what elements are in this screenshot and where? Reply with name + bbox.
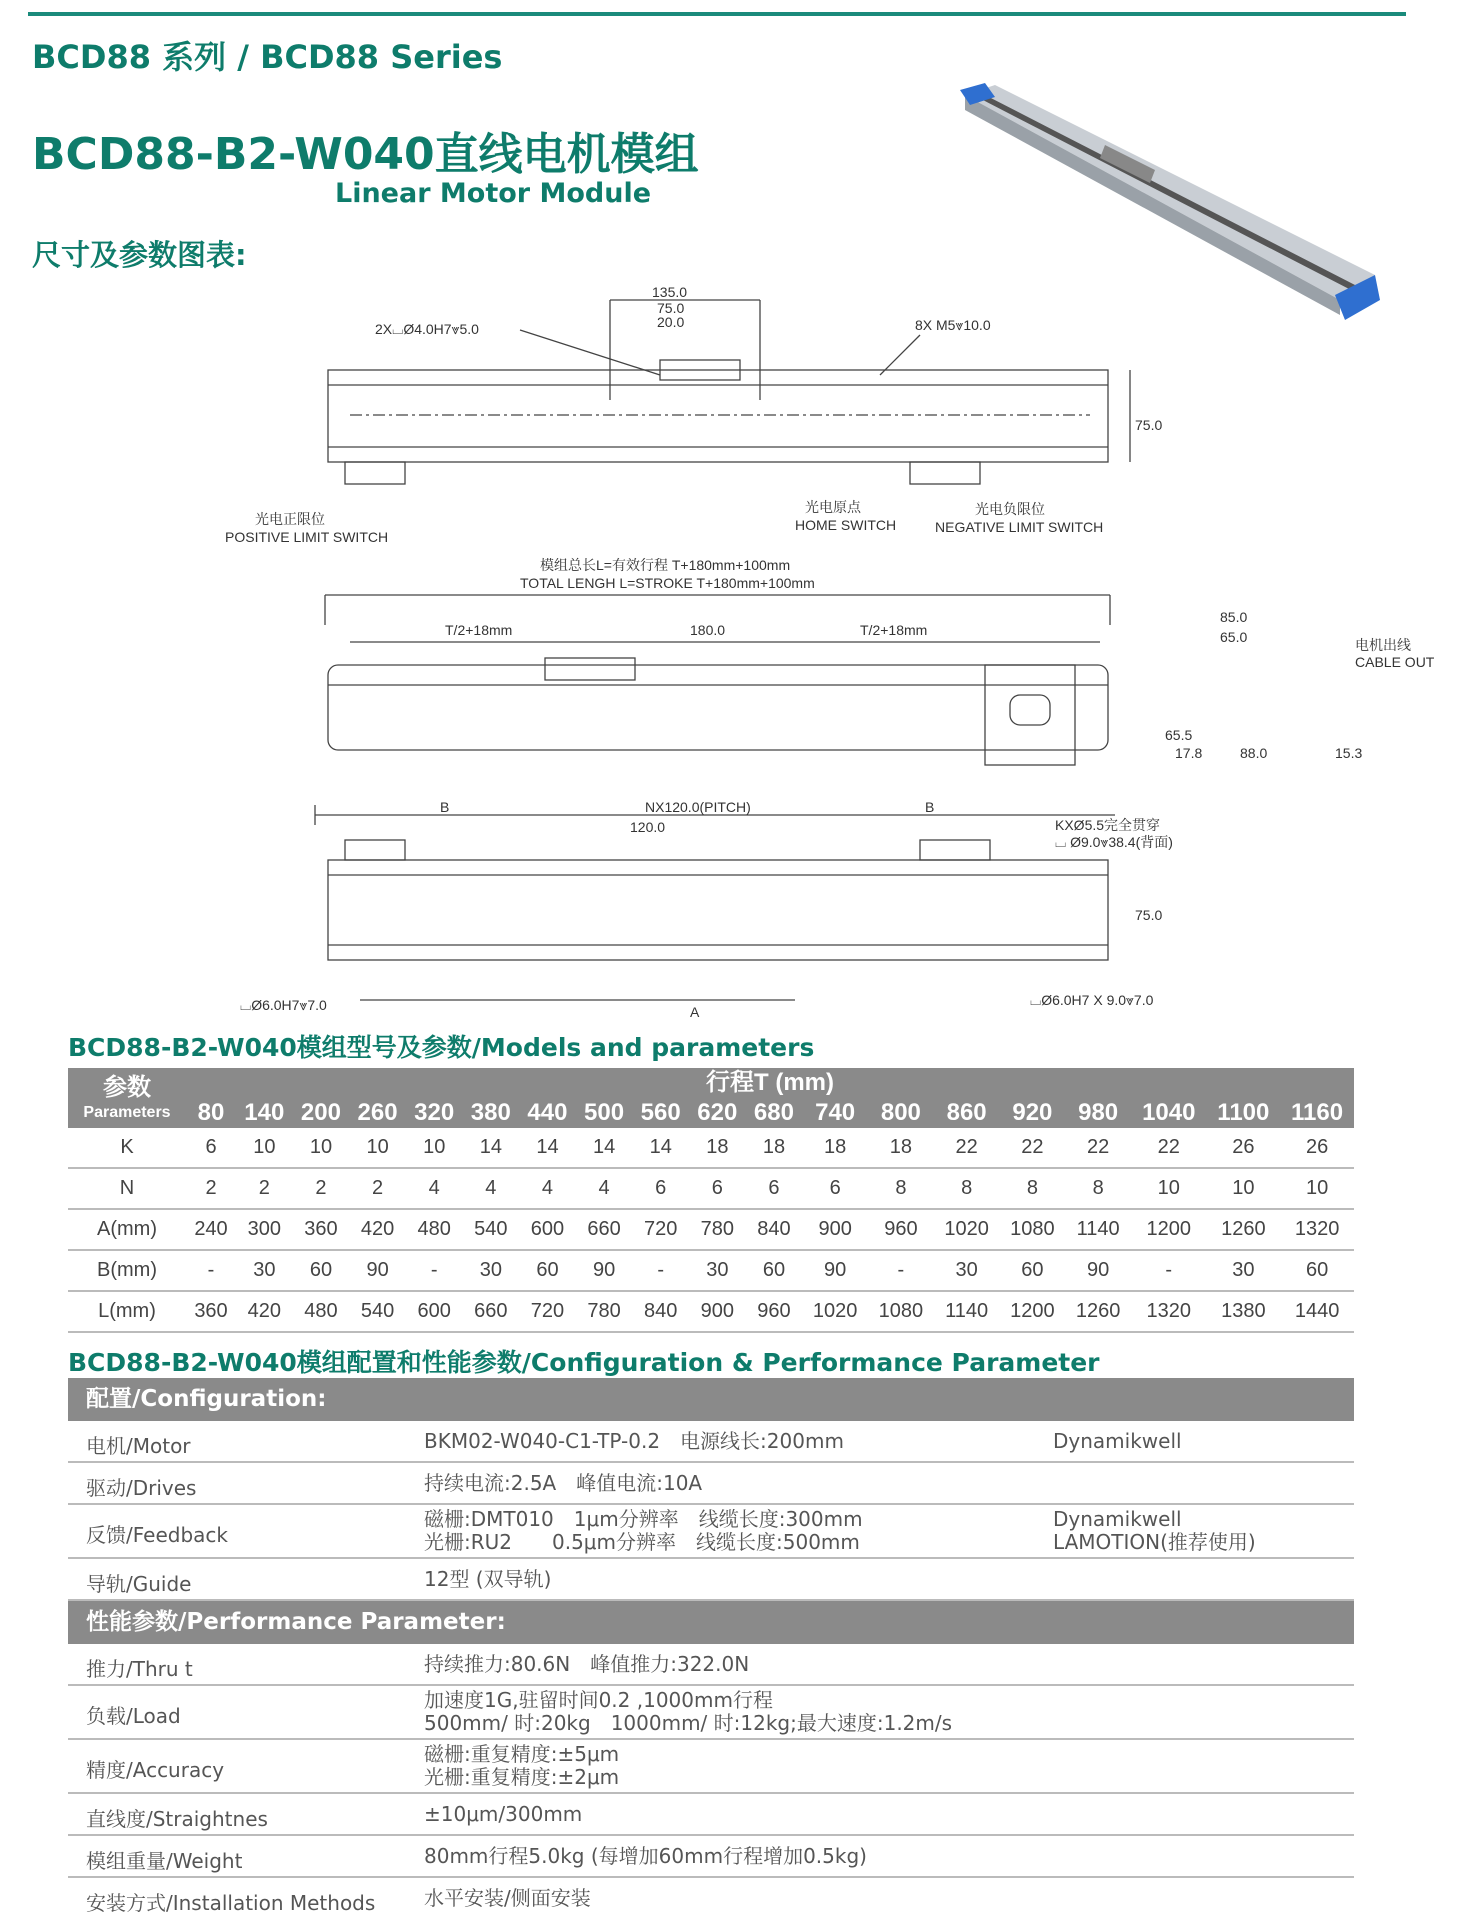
table-cell: 18	[802, 1128, 868, 1168]
table-cell: 4	[576, 1168, 633, 1209]
table-cell: 540	[349, 1291, 406, 1332]
table-cell: 1440	[1280, 1291, 1354, 1332]
svg-text:POSITIVE LIMIT SWITCH: POSITIVE LIMIT SWITCH	[225, 529, 389, 545]
table-cell: 90	[802, 1250, 868, 1291]
table-cell: 840	[632, 1291, 689, 1332]
table-cell: 18	[689, 1128, 746, 1168]
param-header: 参数 Parameters	[68, 1068, 186, 1128]
table-cell: 2	[293, 1168, 350, 1209]
table-cell: 600	[519, 1209, 576, 1250]
stroke-value: 140	[236, 1098, 293, 1128]
table-cell: 18	[746, 1128, 803, 1168]
svg-text:⌴ Ø9.0⩔38.4(背面): ⌴ Ø9.0⩔38.4(背面)	[1055, 834, 1173, 850]
table-cell: 10	[406, 1128, 463, 1168]
table-cell: 4	[519, 1168, 576, 1209]
table-cell: 780	[576, 1291, 633, 1332]
stroke-value: 1040	[1131, 1098, 1207, 1128]
stroke-value: 440	[519, 1098, 576, 1128]
table-cell: 14	[463, 1128, 520, 1168]
table-cell: 30	[1207, 1250, 1281, 1291]
table-cell: -	[1131, 1250, 1207, 1291]
stroke-value: 800	[868, 1098, 934, 1128]
table-row	[68, 1421, 1354, 1463]
table-cell: 60	[293, 1250, 350, 1291]
row-label: 导轨/Guide	[86, 1572, 192, 1596]
table-cell: 960	[746, 1291, 803, 1332]
svg-text:光电正限位: 光电正限位	[255, 511, 325, 527]
table-cell: 6	[632, 1168, 689, 1209]
svg-text:光电原点: 光电原点	[805, 499, 861, 515]
table-cell: 30	[934, 1250, 1000, 1291]
row-label: A(mm)	[68, 1209, 186, 1250]
row-value: 80mm行程5.0kg (每增加60mm行程增加0.5kg)	[424, 1844, 867, 1868]
stroke-values-row	[68, 1098, 1354, 1128]
svg-text:模组总长L=有效行程 T+180mm+100mm: 模组总长L=有效行程 T+180mm+100mm	[540, 557, 791, 573]
table-cell: 720	[519, 1291, 576, 1332]
stroke-value: 920	[1000, 1098, 1066, 1128]
table-cell: 1140	[1065, 1209, 1131, 1250]
table-cell: 720	[632, 1209, 689, 1250]
table-cell: 10	[293, 1128, 350, 1168]
models-section-title: BCD88-B2-W040模组型号及参数/Models and parameters	[68, 1033, 815, 1062]
table-cell: 480	[293, 1291, 350, 1332]
svg-text:T/2+18mm: T/2+18mm	[445, 622, 513, 638]
stroke-value: 740	[802, 1098, 868, 1128]
table-cell: 1080	[868, 1291, 934, 1332]
table-cell: 1020	[934, 1209, 1000, 1250]
table-row	[68, 1505, 1354, 1559]
svg-text:75.0: 75.0	[657, 300, 685, 316]
page-title: BCD88-B2-W040直线电机模组	[32, 129, 699, 180]
table-cell: 18	[868, 1128, 934, 1168]
table-cell: 60	[1280, 1250, 1354, 1291]
config-section-title: BCD88-B2-W040模组配置和性能参数/Configuration & Performance Parameter	[68, 1348, 1100, 1377]
table-cell: 10	[349, 1128, 406, 1168]
table-cell: 900	[802, 1209, 868, 1250]
table-row	[68, 1794, 1354, 1836]
table-cell: 8	[868, 1168, 934, 1209]
table-cell: 60	[746, 1250, 803, 1291]
table-cell: 240	[186, 1209, 236, 1250]
stroke-value: 1100	[1207, 1098, 1281, 1128]
row-label: 模组重量/Weight	[86, 1849, 243, 1873]
table-cell: 14	[576, 1128, 633, 1168]
table-cell: 30	[689, 1250, 746, 1291]
stroke-value: 260	[349, 1098, 406, 1128]
config-band: 配置/Configuration:	[68, 1378, 1354, 1421]
models-body	[68, 1128, 1354, 1332]
row-brand: Dynamikwell	[1053, 1507, 1182, 1531]
table-row	[68, 1644, 1354, 1686]
svg-text:65.0: 65.0	[1220, 629, 1248, 645]
table-row	[68, 1559, 1354, 1601]
table-row	[68, 1168, 1354, 1209]
table-cell: 1380	[1207, 1291, 1281, 1332]
table-cell: 1260	[1065, 1291, 1131, 1332]
row-value: 磁栅:重复精度:±5μm	[424, 1742, 620, 1766]
row-label: 负载/Load	[86, 1704, 181, 1728]
table-row	[68, 1878, 1354, 1918]
table-cell: 1020	[802, 1291, 868, 1332]
svg-text:75.0: 75.0	[1135, 907, 1163, 923]
row-value: 500mm/ 时:20kg 1000mm/ 时:12kg;最大速度:1.2m/s	[424, 1711, 953, 1735]
table-cell: 90	[349, 1250, 406, 1291]
table-cell: 22	[1065, 1128, 1131, 1168]
table-cell: 840	[746, 1209, 803, 1250]
row-label: K	[68, 1128, 186, 1168]
table-cell: 1260	[1207, 1209, 1281, 1250]
table-cell: 26	[1207, 1128, 1281, 1168]
table-cell: 10	[236, 1128, 293, 1168]
svg-text:CABLE OUT: CABLE OUT	[1355, 654, 1435, 670]
series-heading: BCD88 系列 / BCD88 Series	[32, 38, 503, 76]
table-cell: 90	[1065, 1250, 1131, 1291]
svg-text:NEGATIVE LIMIT SWITCH: NEGATIVE LIMIT SWITCH	[935, 519, 1104, 535]
table-row	[68, 1740, 1354, 1794]
row-value: BKM02-W040-C1-TP-0.2 电源线长:200mm	[424, 1429, 844, 1453]
row-label: 精度/Accuracy	[86, 1758, 225, 1782]
table-cell: 900	[689, 1291, 746, 1332]
svg-text:2X⌴Ø4.0H7⩔5.0: 2X⌴Ø4.0H7⩔5.0	[375, 321, 479, 337]
stroke-value: 980	[1065, 1098, 1131, 1128]
table-cell: 30	[236, 1250, 293, 1291]
svg-text:光电负限位: 光电负限位	[975, 501, 1045, 517]
row-value: 磁栅:DMT010 1μm分辨率 线缆长度:300mm	[424, 1507, 863, 1531]
row-value: 水平安装/侧面安装	[424, 1886, 591, 1910]
table-cell: 10	[1131, 1168, 1207, 1209]
row-label: 电机/Motor	[86, 1434, 191, 1458]
stroke-value: 1160	[1280, 1098, 1354, 1128]
table-row	[68, 1686, 1354, 1740]
table-cell: 1200	[1000, 1291, 1066, 1332]
row-brand: LAMOTION(推荐使用)	[1053, 1530, 1256, 1554]
row-value: 持续推力:80.6N 峰值推力:322.0N	[424, 1652, 750, 1676]
row-label: 反馈/Feedback	[86, 1523, 228, 1547]
table-cell: 1320	[1280, 1209, 1354, 1250]
table-cell: 1140	[934, 1291, 1000, 1332]
table-cell: 10	[1207, 1168, 1281, 1209]
table-cell: 1200	[1131, 1209, 1207, 1250]
table-cell: 1080	[1000, 1209, 1066, 1250]
row-label: L(mm)	[68, 1291, 186, 1332]
svg-text:T/2+18mm: T/2+18mm	[860, 622, 928, 638]
table-cell: 14	[519, 1128, 576, 1168]
table-row	[68, 1128, 1354, 1168]
table-cell: -	[868, 1250, 934, 1291]
table-cell: 8	[1000, 1168, 1066, 1209]
stroke-value: 620	[689, 1098, 746, 1128]
svg-text:65.5: 65.5	[1165, 727, 1193, 743]
svg-text:电机出线: 电机出线	[1355, 637, 1411, 653]
row-value: ±10μm/300mm	[424, 1802, 583, 1826]
table-cell: 60	[1000, 1250, 1066, 1291]
row-value: 持续电流:2.5A 峰值电流:10A	[424, 1471, 703, 1495]
table-row	[68, 1836, 1354, 1878]
table-cell: 4	[463, 1168, 520, 1209]
stroke-value: 560	[632, 1098, 689, 1128]
svg-text:HOME SWITCH: HOME SWITCH	[795, 517, 897, 533]
stroke-value: 680	[746, 1098, 803, 1128]
svg-text:135.0: 135.0	[652, 284, 688, 300]
svg-text:120.0: 120.0	[630, 819, 666, 835]
stroke-value: 200	[293, 1098, 350, 1128]
svg-text:KXØ5.5完全贯穿: KXØ5.5完全贯穿	[1055, 817, 1161, 833]
table-cell: 420	[236, 1291, 293, 1332]
table-cell: 26	[1280, 1128, 1354, 1168]
table-cell: 660	[463, 1291, 520, 1332]
svg-text:A: A	[690, 1004, 700, 1020]
table-cell: 600	[406, 1291, 463, 1332]
table-cell: 4	[406, 1168, 463, 1209]
table-cell: 22	[1131, 1128, 1207, 1168]
svg-text:⌴Ø6.0H7 X 9.0⩔7.0: ⌴Ø6.0H7 X 9.0⩔7.0	[1030, 992, 1154, 1008]
row-label: 驱动/Drives	[86, 1476, 197, 1500]
table-cell: 480	[406, 1209, 463, 1250]
dimension-heading: 尺寸及参数图表:	[32, 238, 247, 272]
table-cell: 360	[186, 1291, 236, 1332]
svg-text:NX120.0(PITCH): NX120.0(PITCH)	[645, 799, 751, 815]
svg-text:B: B	[925, 799, 935, 815]
table-cell: 300	[236, 1209, 293, 1250]
stroke-value: 80	[186, 1098, 236, 1128]
config-table	[68, 1378, 1354, 1918]
table-cell: 6	[746, 1168, 803, 1209]
table-cell: -	[186, 1250, 236, 1291]
table-cell: 1320	[1131, 1291, 1207, 1332]
row-brand: Dynamikwell	[1053, 1429, 1182, 1453]
row-value: 加速度1G,驻留时间0.2 ,1000mm行程	[424, 1688, 773, 1712]
stroke-value: 320	[406, 1098, 463, 1128]
stroke-header: 行程T (mm)	[186, 1068, 1354, 1098]
svg-text:20.0: 20.0	[657, 314, 685, 330]
svg-text:8X M5⩔10.0: 8X M5⩔10.0	[915, 317, 991, 333]
table-cell: 6	[802, 1168, 868, 1209]
table-cell: 2	[236, 1168, 293, 1209]
svg-text:⌴Ø6.0H7⩔7.0: ⌴Ø6.0H7⩔7.0	[240, 997, 327, 1013]
svg-text:B: B	[440, 799, 450, 815]
svg-text:17.8: 17.8	[1175, 745, 1203, 761]
svg-text:180.0: 180.0	[690, 622, 726, 638]
table-cell: 2	[349, 1168, 406, 1209]
table-cell: 960	[868, 1209, 934, 1250]
row-value: 光栅:重复精度:±2μm	[424, 1765, 620, 1789]
table-row	[68, 1209, 1354, 1250]
table-cell: 90	[576, 1250, 633, 1291]
table-cell: 22	[1000, 1128, 1066, 1168]
table-row	[68, 1250, 1354, 1291]
row-label: B(mm)	[68, 1250, 186, 1291]
stroke-value: 380	[463, 1098, 520, 1128]
svg-text:75.0: 75.0	[1135, 417, 1163, 433]
technical-drawing	[225, 280, 1435, 1020]
table-cell: 22	[934, 1128, 1000, 1168]
table-cell: 6	[186, 1128, 236, 1168]
table-cell: 540	[463, 1209, 520, 1250]
row-value: 12型 (双导轨)	[424, 1567, 552, 1591]
table-cell: 420	[349, 1209, 406, 1250]
table-cell: -	[406, 1250, 463, 1291]
stroke-value: 500	[576, 1098, 633, 1128]
table-row	[68, 1463, 1354, 1505]
svg-text:85.0: 85.0	[1220, 609, 1248, 625]
table-row	[68, 1291, 1354, 1332]
table-cell: 10	[1280, 1168, 1354, 1209]
svg-text:15.3: 15.3	[1335, 745, 1363, 761]
svg-text:88.0: 88.0	[1240, 745, 1268, 761]
table-cell: 2	[186, 1168, 236, 1209]
table-cell: 780	[689, 1209, 746, 1250]
performance-band: 性能参数/Performance Parameter:	[68, 1601, 1354, 1644]
models-table	[68, 1068, 1354, 1333]
top-rule	[28, 12, 1406, 16]
table-cell: 6	[689, 1168, 746, 1209]
row-label: 安装方式/Installation Methods	[86, 1891, 376, 1915]
row-label: 推力/Thru t	[86, 1657, 193, 1681]
table-cell: 660	[576, 1209, 633, 1250]
page-subtitle: Linear Motor Module	[335, 178, 652, 209]
table-cell: 14	[632, 1128, 689, 1168]
row-label: N	[68, 1168, 186, 1209]
table-cell: 8	[934, 1168, 1000, 1209]
table-cell: -	[632, 1250, 689, 1291]
svg-text:TOTAL LENGH L=STROKE T+180mm+1: TOTAL LENGH L=STROKE T+180mm+100mm	[520, 575, 815, 591]
table-cell: 30	[463, 1250, 520, 1291]
stroke-value: 860	[934, 1098, 1000, 1128]
table-cell: 360	[293, 1209, 350, 1250]
row-value: 光栅:RU2 0.5μm分辨率 线缆长度:500mm	[424, 1530, 860, 1554]
table-cell: 60	[519, 1250, 576, 1291]
table-cell: 8	[1065, 1168, 1131, 1209]
row-label: 直线度/Straightnes	[86, 1807, 268, 1831]
